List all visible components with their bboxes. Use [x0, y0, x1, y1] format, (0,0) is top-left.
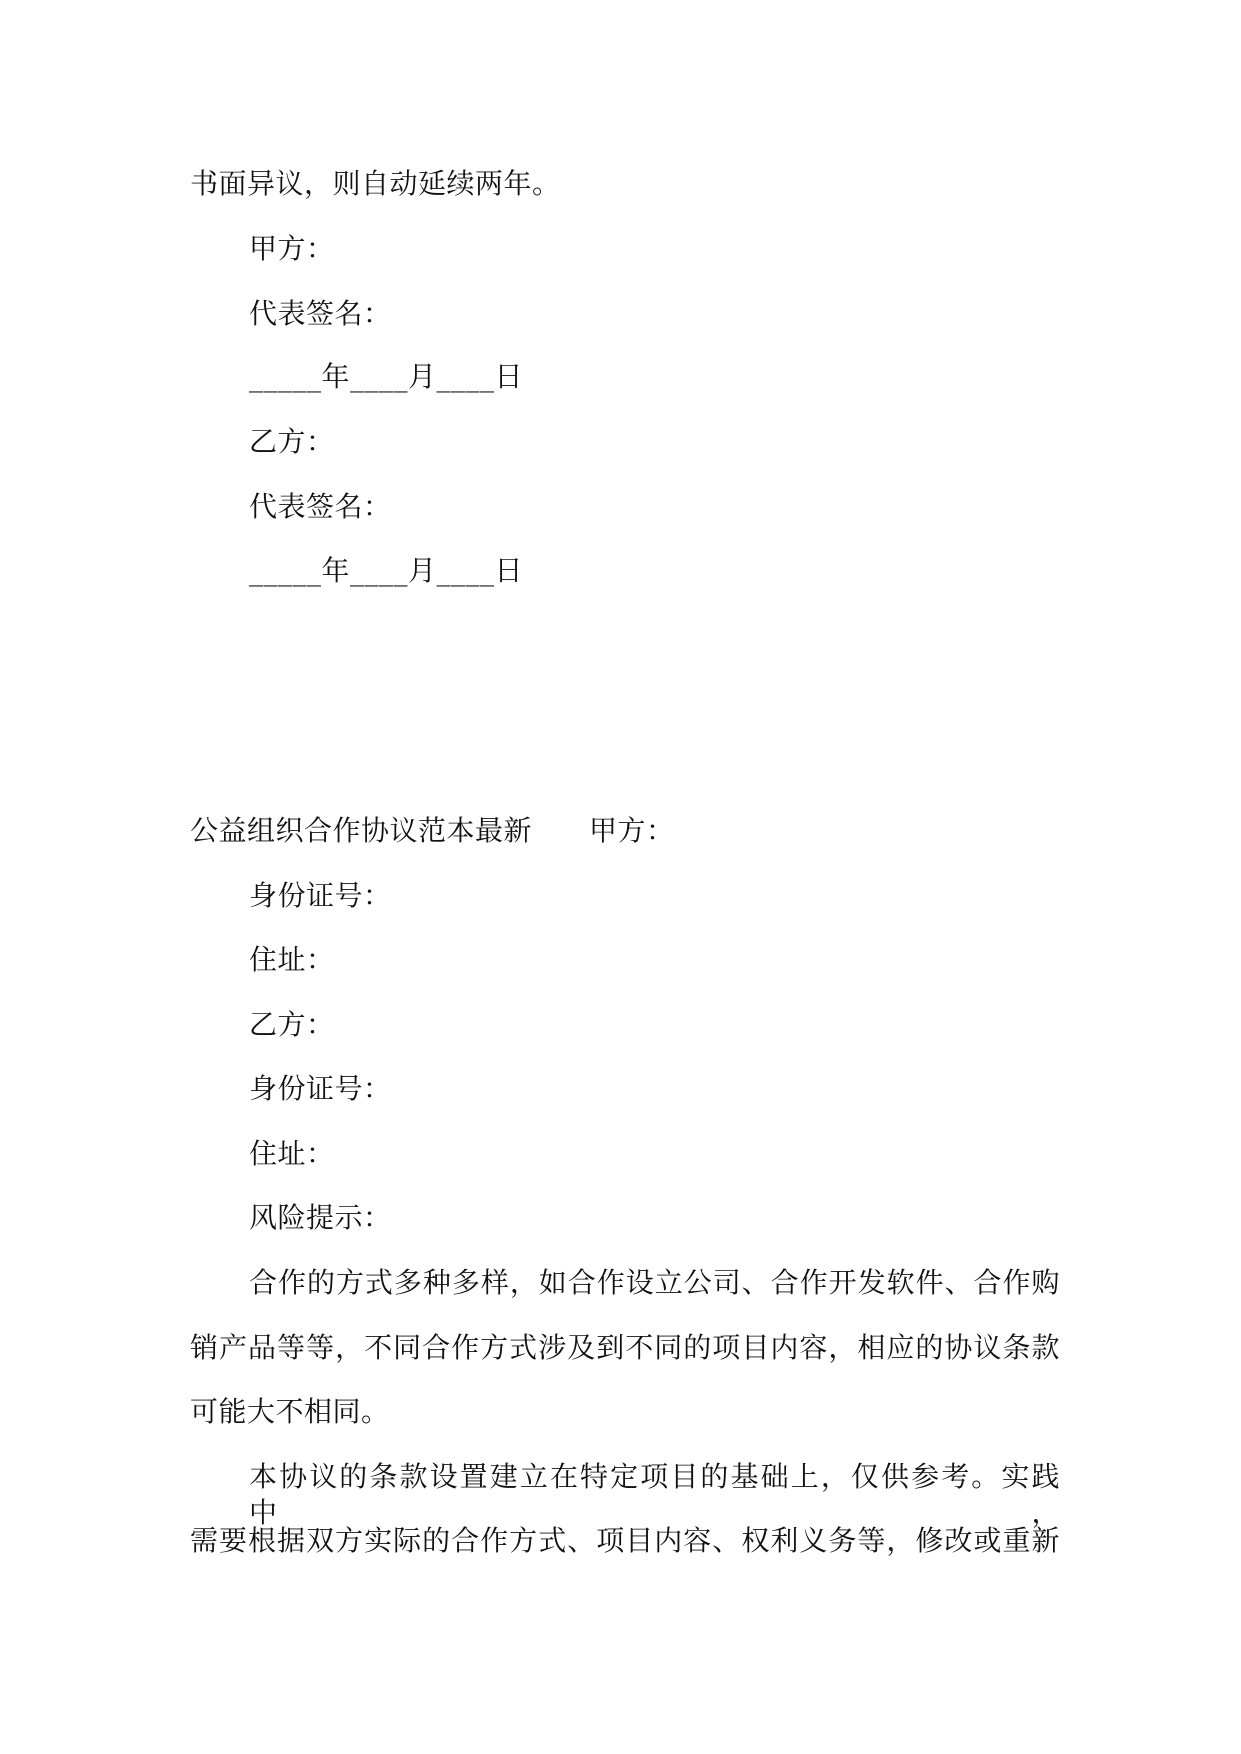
party-b-address-label: 住址：: [249, 1137, 335, 1170]
party-b-label-2: 乙方：: [249, 1008, 335, 1041]
risk-paragraph-2-line-2: 需要根据双方实际的合作方式、项目内容、权利义务等，修改或重新: [190, 1524, 1060, 1557]
party-b-label: 乙方：: [249, 425, 335, 458]
party-a-label: 甲方：: [249, 232, 335, 265]
party-a-id-label: 身份证号：: [249, 879, 392, 912]
risk-paragraph-1-line-3: 可能大不相同。: [190, 1395, 390, 1428]
risk-notice-heading: 风险提示：: [249, 1201, 392, 1234]
party-b-id-label: 身份证号：: [249, 1072, 392, 1105]
agreement-title-line: 公益组织合作协议范本最新 甲方：: [190, 814, 675, 847]
continued-clause-text: 书面异议，则自动延续两年。: [190, 167, 561, 200]
party-a-signature-label: 代表签名：: [249, 297, 392, 330]
risk-paragraph-1-line-2: 销产品等等，不同合作方式涉及到不同的项目内容，相应的协议条款: [190, 1331, 1060, 1364]
party-a-date-line: _____年____月____日: [249, 360, 524, 393]
party-b-date-line: _____年____月____日: [249, 554, 524, 587]
risk-paragraph-2-line-1: 本协议的条款设置建立在特定项目的基础上，仅供参考。实践中，: [249, 1460, 1060, 1529]
party-a-address-label: 住址：: [249, 943, 335, 976]
party-b-signature-label: 代表签名：: [249, 490, 392, 523]
risk-paragraph-1-line-1: 合作的方式多种多样，如合作设立公司、合作开发软件、合作购: [249, 1266, 1060, 1299]
